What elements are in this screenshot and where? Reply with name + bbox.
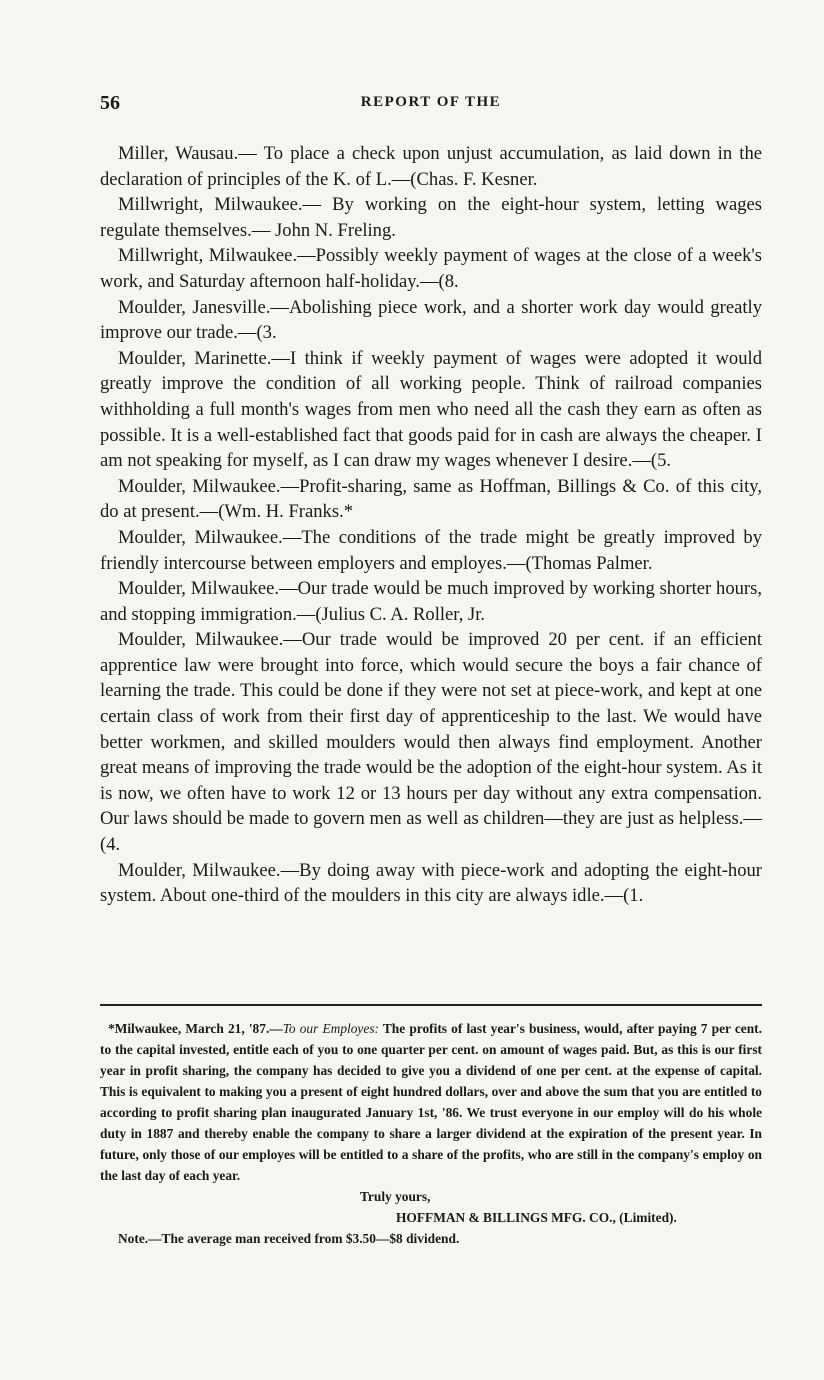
entry-moulder-marinette: Moulder, Marinette.—I think if weekly payment of wages were adopted it would greatly improve the condition of all working people. Think of railroad companies withholding a full month's wages from men who need all the cash they earn as often as possible. It is a well-established fact that goods paid for in cash are always the cheaper. I am not speaking for myself, as I can draw my wages whenever I desire.—(5.: [100, 347, 762, 472]
entry-millwright-freling: Millwright, Milwaukee.— By working on the eight-hour system, letting wages regulate themselves.— John N. Freling.: [100, 194, 762, 241]
footnote-note: Note.—The average man received from $3.50—$8 dividend.: [118, 1231, 460, 1246]
entry-moulder-janesville: Moulder, Janesville.—Abolishing piece work, and a shorter work day would greatly improve our trade.—(3.: [100, 296, 762, 344]
footnote: [100, 1018, 762, 1249]
entry-moulder-palmer: Moulder, Milwaukee.—The conditions of the trade might be greatly improved by friendly intercourse between employers and employes.—(Thomas Palmer.: [100, 526, 762, 574]
footnote-letter: [100, 1018, 762, 1186]
entry-miller-wausau: Miller, Wausau.— To place a check upon unjust accumulation, as laid down in the declaration of principles of the K. of L.—(Chas. F. Kesner.: [100, 143, 762, 190]
running-title: REPORT OF THE: [360, 94, 502, 110]
footnote-body: The profits of last year's business, would, after paying 7 per cent. to the capital invested, entitle each of you to one quarter per cent. on amount of wages paid. But, as this is our first year in profit sharing, the company has decided to give you a dividend of one per cent. at the expense of capital. This is equivalent to making you a present of eight hundred dollars, over and above the sum that you are entitled to according to profit sharing plan inaugurated January 1st, '86. We trust everyone in our employ will do his whole duty in 1887 and thereby enable the company to share a larger dividend at the expiration of the present year. In future, only those of our employes will be entitled to a share of the profits, who are still in the company's employ on the last day of each year.: [100, 1021, 762, 1183]
entry-millwright-weekly: Millwright, Milwaukee.—Possibly weekly payment of wages at the close of a week's work, and Saturday afternoon half-holiday.—(8.: [100, 245, 762, 292]
page-header: [100, 92, 762, 116]
entry-moulder-roller: Moulder, Milwaukee.—Our trade would be much improved by working shorter hours, and stopping immigration.—(Julius C. A. Roller, Jr.: [100, 578, 762, 625]
footnote-salutation: To our Employes:: [282, 1021, 379, 1036]
footnote-divider: [100, 1004, 762, 1006]
page-number: 56: [100, 92, 120, 114]
body-text: [100, 141, 762, 909]
footnote-signature: HOFFMAN & BILLINGS MFG. CO., (Limited).: [396, 1210, 677, 1225]
entry-moulder-piecework: Moulder, Milwaukee.—By doing away with piece-work and adopting the eight-hour system. About one-third of the moulders in this city are always idle.—(1.: [100, 859, 762, 907]
footnote-lead: *Milwaukee, March 21, '87.—: [108, 1021, 283, 1036]
entry-moulder-franks: Moulder, Milwaukee.—Profit-sharing, same as Hoffman, Billings & Co. of this city, do at present.—(Wm. H. Franks.*: [100, 475, 762, 523]
entry-moulder-apprentice: Moulder, Milwaukee.—Our trade would be improved 20 per cent. if an efficient apprentice law were brought into force, which would secure the boys a fair chance of learning the trade. This could be done if they were not set at piece-work, and kept at one certain class of work from their first day of apprenticeship to the last. We would have better workmen, and skilled moulders would then always find employment. Another great means of improving the trade would be the adoption of the eight-hour system. As it is now, we often have to work 12 or 13 hours per day without any extra compensation. Our laws should be made to govern men as well as children—they are just as helpless.—(4.: [100, 629, 762, 856]
footnote-closing: Truly yours,: [360, 1189, 431, 1204]
